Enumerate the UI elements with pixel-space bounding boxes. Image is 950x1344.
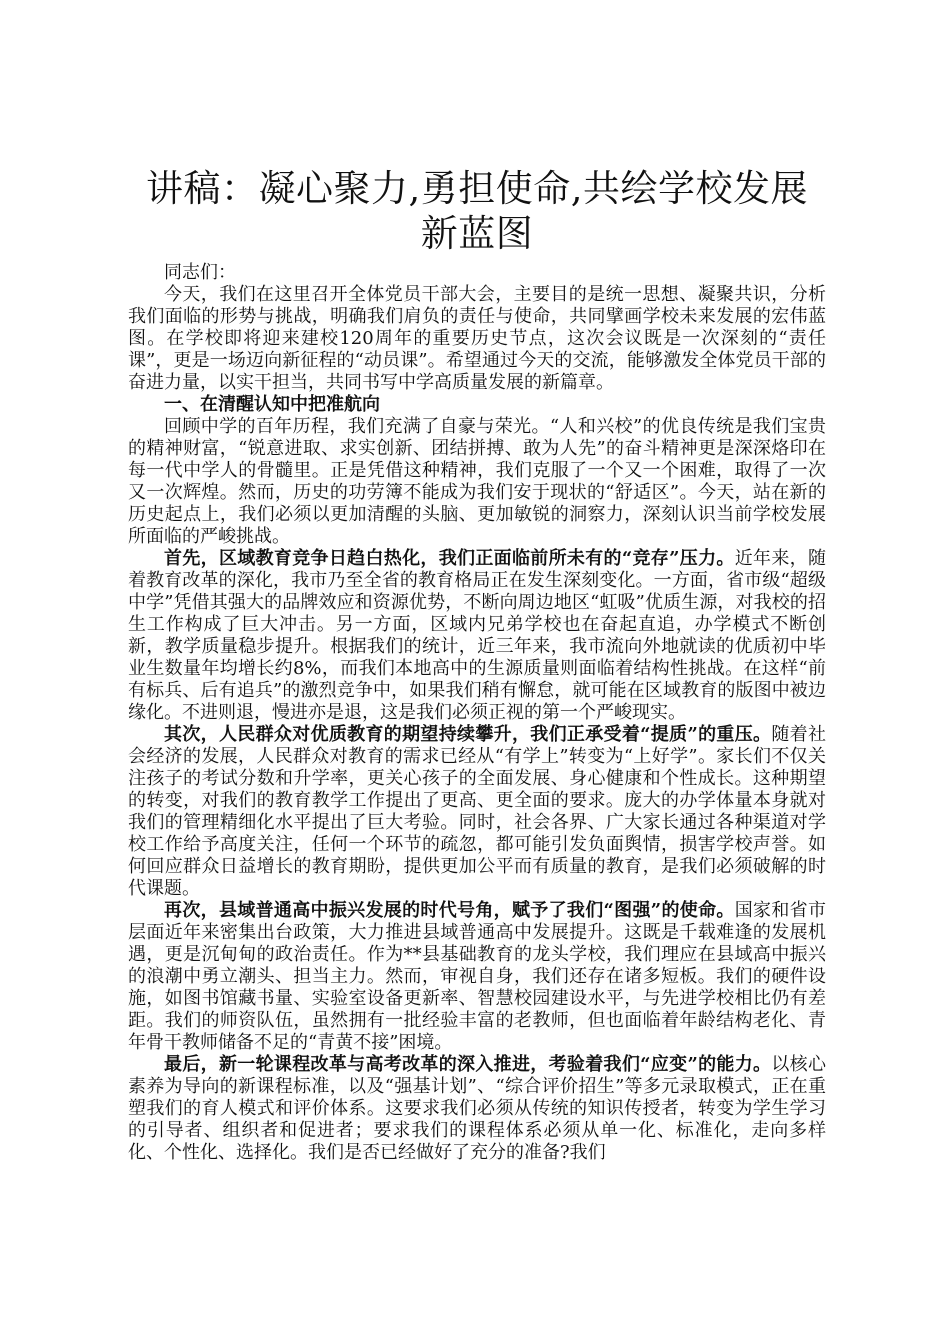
paragraph-third-lead: 再次，县域普通高中振兴发展的时代号角，赋予了我们“图强”的使命。 (164, 900, 735, 921)
paragraph-second-lead: 其次，人民群众对优质教育的期望持续攀升，我们正承受着“提质”的重压。 (164, 724, 772, 745)
salutation: 同志们： (164, 262, 236, 283)
paragraph-first (128, 548, 826, 724)
paragraph-first-lead: 首先，区域教育竞争日趋白热化，我们正面临前所未有的“竞存”压力。 (164, 548, 735, 569)
document-body (128, 262, 826, 1164)
section-heading-1: 一、在清醒认知中把准航向 (164, 394, 380, 415)
paragraph-last-body: 以核心素养为导向的新课程标准，以及“强基计划”、“综合评价招生”等多元录取模式，正在重塑我们的育人模式和评价体系。这要求我们必须从传统的知识传授者，转变为学生学习的引导者、组织者和促进者；要求我们的课程体系必须从单一化、标准化，走向多样化、个性化、选择化。我们是否已经做好了充分的准备?我们 (128, 1054, 826, 1163)
paragraph-third-body: 国家和省市层面近年来密集出台政策，大力推进县域普通高中发展提升。这既是千载难逢的发展机遇，更是沉甸甸的政治责任。作为**县基础教育的龙头学校，我们理应在县域高中振兴的浪潮中勇立潮头、担当主力。然而，审视自身，我们还存在诸多短板。我们的硬件设施，如图书馆藏书量、实验室设备更新率、智慧校园建设水平，与先进学校相比仍有差距。我们的师资队伍，虽然拥有一批经验丰富的老教师，但也面临着年龄结构老化、青年骨干教师储备不足的“青黄不接”困境。 (128, 900, 826, 1053)
section1-paragraph: 回顾中学的百年历程，我们充满了自豪与荣光。“人和兴校”的优良传统是我们宝贵的精神财富，“锐意进取、求实创新、团结拼搏、敢为人先”的奋斗精神更是深深烙印在每一代中学人的骨髓里。正是凭借这种精神，我们克服了一个又一个困难，取得了一次又一次辉煌。然而，历史的功劳簿不能成为我们安于现状的“舒适区”。今天，站在新的历史起点上，我们必须以更加清醒的头脑、更加敏锐的洞察力，深刻认识当前学校发展所面临的严峻挑战。 (128, 416, 826, 547)
document-page (128, 166, 826, 1164)
paragraph-last-lead: 最后，新一轮课程改革与高考改革的深入推进，考验着我们“应变”的能力。 (164, 1054, 772, 1075)
paragraph-third (128, 900, 826, 1054)
paragraph-second (128, 724, 826, 900)
intro-paragraph: 今天，我们在这里召开全体党员干部大会，主要目的是统一思想、凝聚共识，分析我们面临的形势与挑战，明确我们肩负的责任与使命，共同擘画学校未来发展的宏伟蓝图。在学校即将迎来建校120周年的重要历史节点，这次会议既是一次深刻的“责任课”，更是一场迈向新征程的“动员课”。希望通过今天的交流，能够激发全体党员干部的奋进力量，以实干担当，共同书写中学高质量发展的新篇章。 (128, 284, 826, 393)
paragraph-second-body: 随着社会经济的发展，人民群众对教育的需求已经从“有学上”转变为“上好学”。家长们不仅关注孩子的考试分数和升学率，更关心孩子的全面发展、身心健康和个性成长。这种期望的转变，对我们的教育教学工作提出了更高、更全面的要求。庞大的办学体量本身就对我们的管理精细化水平提出了巨大考验。同时，社会各界、广大家长通过各种渠道对学校工作给予高度关注，任何一个环节的疏忽，都可能引发负面舆情，损害学校声誉。如何回应群众日益增长的教育期盼，提供更加公平而有质量的教育，是我们必须破解的时代课题。 (128, 724, 826, 899)
paragraph-last (128, 1054, 826, 1164)
paragraph-first-body: 近年来，随着教育改革的深化，我市乃至全省的教育格局正在发生深刻变化。一方面，省市级“超级中学”凭借其强大的品牌效应和资源优势，不断向周边地区“虹吸”优质生源，对我校的招生工作构成了巨大冲击。另一方面，区域内兄弟学校也在奋起直追，办学模式不断创新，教学质量稳步提升。根据我们的统计，近三年来，我市流向外地就读的优质初中毕业生数量年均增长约8%，而我们本地高中的生源质量则面临着结构性挑战。在这样“前有标兵、后有追兵”的激烈竞争中，如果我们稍有懈怠，就可能在区域教育的版图中被边缘化。不进则退，慢进亦是退，这是我们必须正视的第一个严峻现实。 (128, 548, 826, 723)
document-title: 讲稿：凝心聚力,勇担使命,共绘学校发展新蓝图 (145, 167, 809, 255)
